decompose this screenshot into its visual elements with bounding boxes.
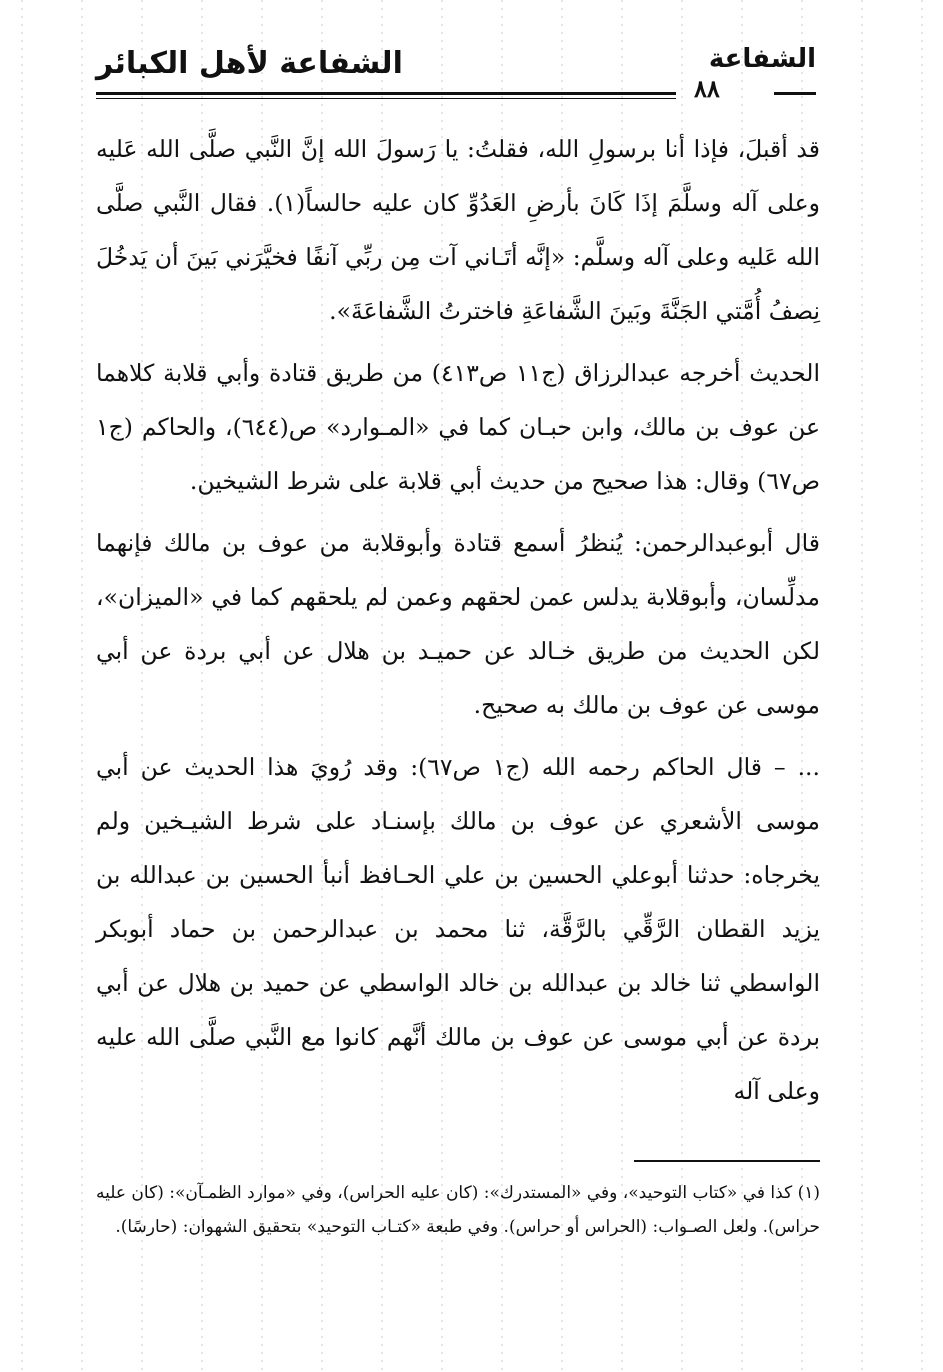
- header-rule-right: [774, 92, 816, 95]
- brand-mark: الشفاعة: [708, 44, 816, 74]
- running-title: الشفاعة لأهل الكبائر: [96, 46, 403, 81]
- main-text: [96, 122, 820, 1126]
- footnote: (١) كذا في «كتاب التوحيد»، وفي «المستدرك»: (كان عليه الحراس)، وفي «موارد الظمـآن»: (كان عليه حراس). ولعل الصـواب: (الحراس أو حراس). وفي طبعة «كتـاب التوحيد» بتحقيق الشهوان: (حارسًا).: [96, 1183, 820, 1237]
- paragraph: ... – قال الحاكم رحمه الله (ج١ ص٦٧): وقد رُويَ هذا الحديث عن أبي موسى الأشعري عن عوف بن مالك بإسنـاد على شرط الشيـخين ولم يخرجاه: حدثنا أبوعلي الحسين بن علي الحـافظ أنبأ الحسين بن عبدالله بن يزيد القطان الرَّقِّي بالرَّقَّة، ثنا محمد بن عبدالرحمن بن حماد أبوبكر الواسطي ثنا خالد بن عبدالله بن خالد الواسطي عن حميد بن هلال عن أبي بردة عن أبي موسى عن عوف بن مالك أنَّهم كانوا مع النَّبي صلَّى الله عليه وعلى آله: [96, 753, 820, 1105]
- header-rule-thin: [96, 98, 676, 99]
- paragraph: قد أقبلَ، فإذا أنا برسولِ الله، فقلتُ: يا رَسولَ الله إنَّ النَّبي صلَّى الله عَليه وعلى آله وسلَّمَ إذَا كَانَ بأرضِ العَدُوِّ كان عليه حالساً(١). فقال النَّبي صلَّى الله عَليه وعلى آله وسلَّم: «إنَّه أتَـاني آت مِن ربِّي آنفًا فخيَّرَني بَينَ أن يَدخُلَ نِصفُ أُمَّتي الجَنَّةَ وبَينَ الشَّفاعَةِ فاخترتُ الشَّفاعَةَ».: [96, 135, 820, 325]
- paragraph: الحديث أخرجه عبدالرزاق (ج١١ ص٤١٣) من طريق قتادة وأبي قلابة كلاهما عن عوف بن مالك، وابن حبـان كما في «المـوارد» ص(٦٤٤)، والحاكم (ج١ ص٦٧) وقال: هذا صحيح من حديث أبي قلابة على شرط الشيخين.: [96, 359, 820, 495]
- footnote-divider: [634, 1160, 820, 1162]
- page-header: [96, 40, 816, 102]
- paragraph: قال أبوعبدالرحمن: يُنظرُ أسمع قتادة وأبوقلابة من عوف بن مالك فإنهما مدلِّسان، وأبوقلابة يدلس عمن لحقهم وعمن لم يلحقهم كما في «الميزان»، لكن الحديث من طريق خـالد عن حميـد بن هلال عن أبي بردة عن أبي موسى عن عوف بن مالك به صحيح.: [96, 529, 820, 719]
- footnotes: [96, 1176, 820, 1244]
- page-number: ٨٨: [694, 74, 720, 103]
- header-rule: [96, 92, 676, 95]
